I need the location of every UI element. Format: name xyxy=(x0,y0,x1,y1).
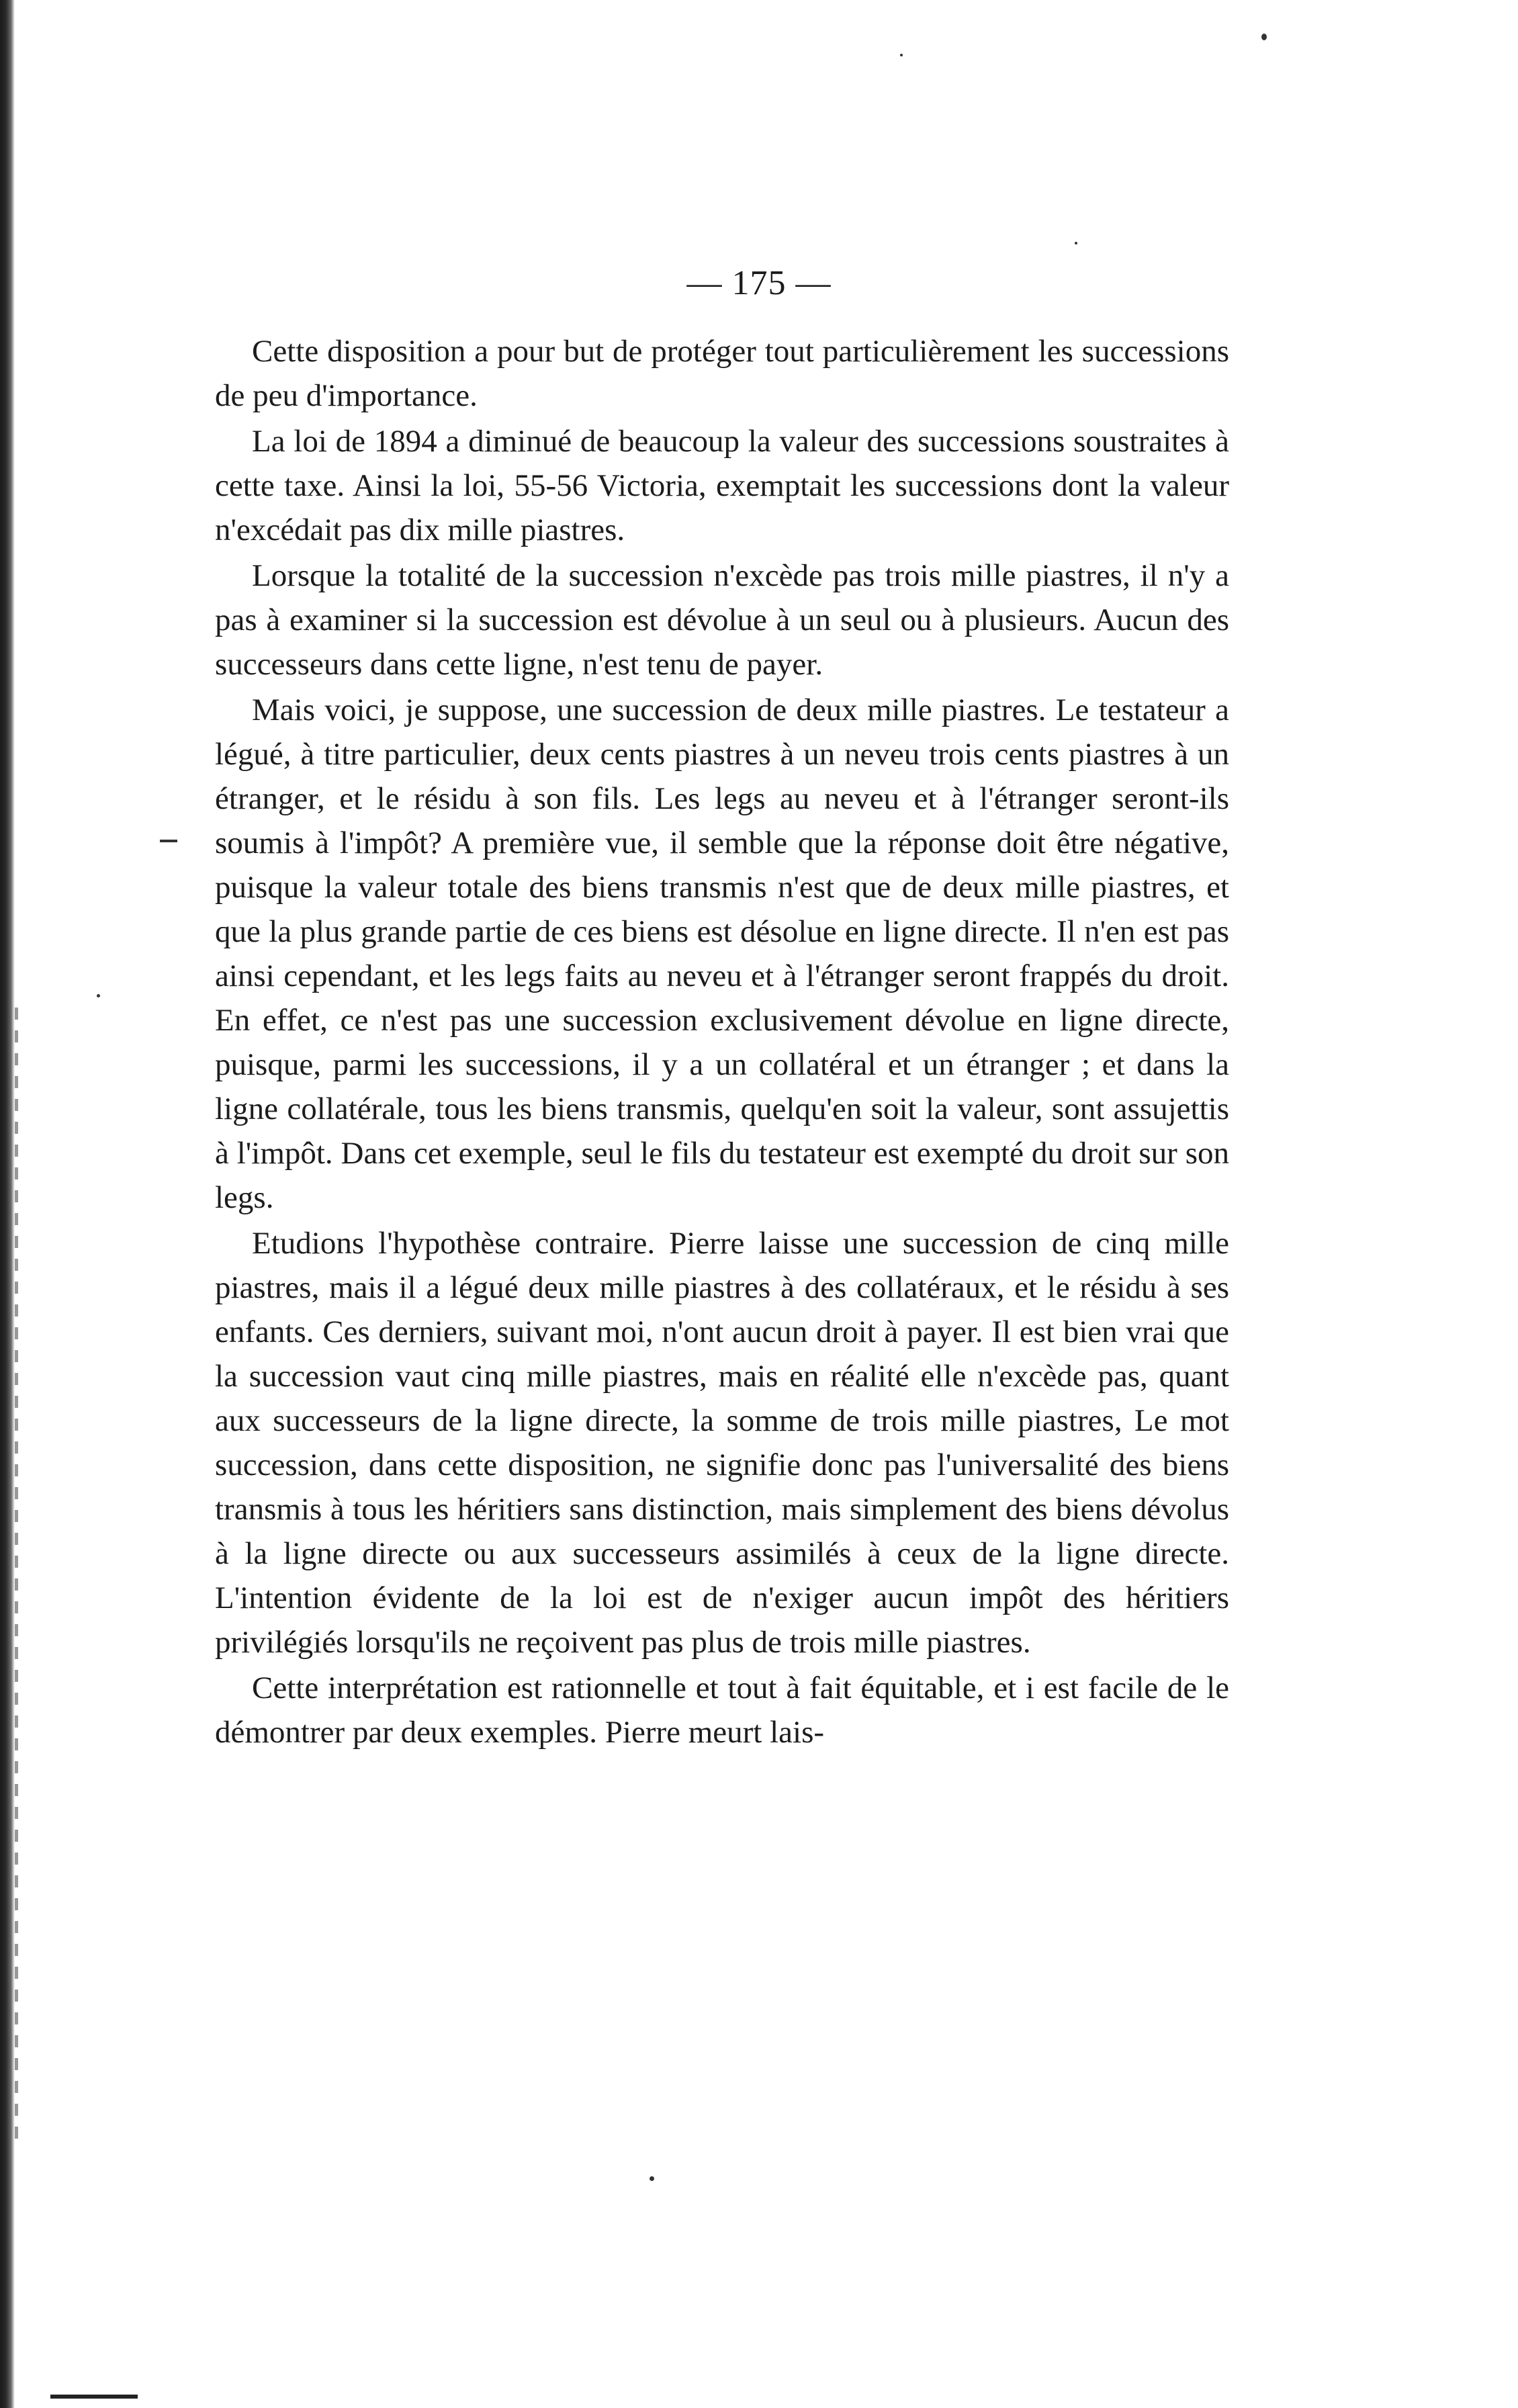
margin-dash xyxy=(160,840,177,842)
binding-streak xyxy=(15,1008,18,2149)
ink-speck xyxy=(900,54,903,56)
body-text xyxy=(215,329,1229,1756)
page-number: — 175 — xyxy=(686,264,832,302)
corner-rule xyxy=(50,2395,138,2399)
ink-speck xyxy=(97,994,100,997)
binding-edge xyxy=(0,0,15,2408)
ink-speck xyxy=(1075,242,1077,244)
paragraph-2: La loi de 1894 a diminué de beaucoup la valeur des successions soustraites à cette taxe. Ainsi la loi, 55-56 Victoria, exemptait les successions dont la valeur n'excédait pas dix mille piastres. xyxy=(215,424,1229,547)
ink-speck xyxy=(650,2176,654,2181)
paragraph-3: Lorsque la totalité de la succession n'excède pas trois mille piastres, il n'y a pas à examiner si la succession est dévolue à un seul ou à plusieurs. Aucun des successeurs dans cette ligne, n'est tenu de payer. xyxy=(215,558,1229,682)
paragraph-4: Mais voici, je suppose, une succession de deux mille piastres. Le testateur a légué, à titre particulier, deux cents piastres à un neveu trois cents piastres à un étranger, et le résidu à son fils. Les legs au neveu et à l'étranger seront-ils soumis à l'impôt? A première vue, il semble que la réponse doit être négative, puisque la valeur totale des biens transmis n'est que de deux mille piastres, et que la plus grande partie de ces biens est désolue en ligne directe. Il n'en est pas ainsi cependant, et les legs faits au neveu et à l'étranger seront frappés du droit. En effet, ce n'est pas une succession exclusivement dévolue en ligne directe, puisque, parmi les successions, il y a un collatéral et un étranger ; et dans la ligne collatérale, tous les biens transmis, quelqu'en soit la valeur, sont assujettis à l'impôt. Dans cet exemple, seul le fils du testateur est exempté du droit sur son legs. xyxy=(215,693,1229,1215)
ink-speck xyxy=(1261,34,1267,40)
paragraph-6: Cette interprétation est rationnelle et tout à fait équitable, et i est facile de le démontrer par deux exemples. Pierre meurt lais- xyxy=(215,1670,1229,1750)
paragraph-1: Cette disposition a pour but de protéger tout particulièrement les successions de peu d'importance. xyxy=(215,334,1229,413)
paragraph-5: Etudions l'hypothèse contraire. Pierre laisse une succession de cinq mille piastres, mais il a légué deux mille piastres à des collatéraux, et le résidu à ses enfants. Ces derniers, suivant moi, n'ont aucun droit à payer. Il est bien vrai que la succession vaut cinq mille piastres, mais en réalité elle n'excède pas, quant aux successeurs de la ligne directe, la somme de trois mille piastres, Le mot succession, dans cette disposition, ne signifie donc pas l'universalité des biens transmis à tous les héritiers sans distinction, mais simplement des biens dévolus à la ligne directe ou aux successeurs assimilés à ceux de la ligne directe. L'intention évidente de la loi est de n'exiger aucun impôt des héritiers privilégiés lorsqu'ils ne reçoivent pas plus de trois mille piastres. xyxy=(215,1226,1229,1660)
